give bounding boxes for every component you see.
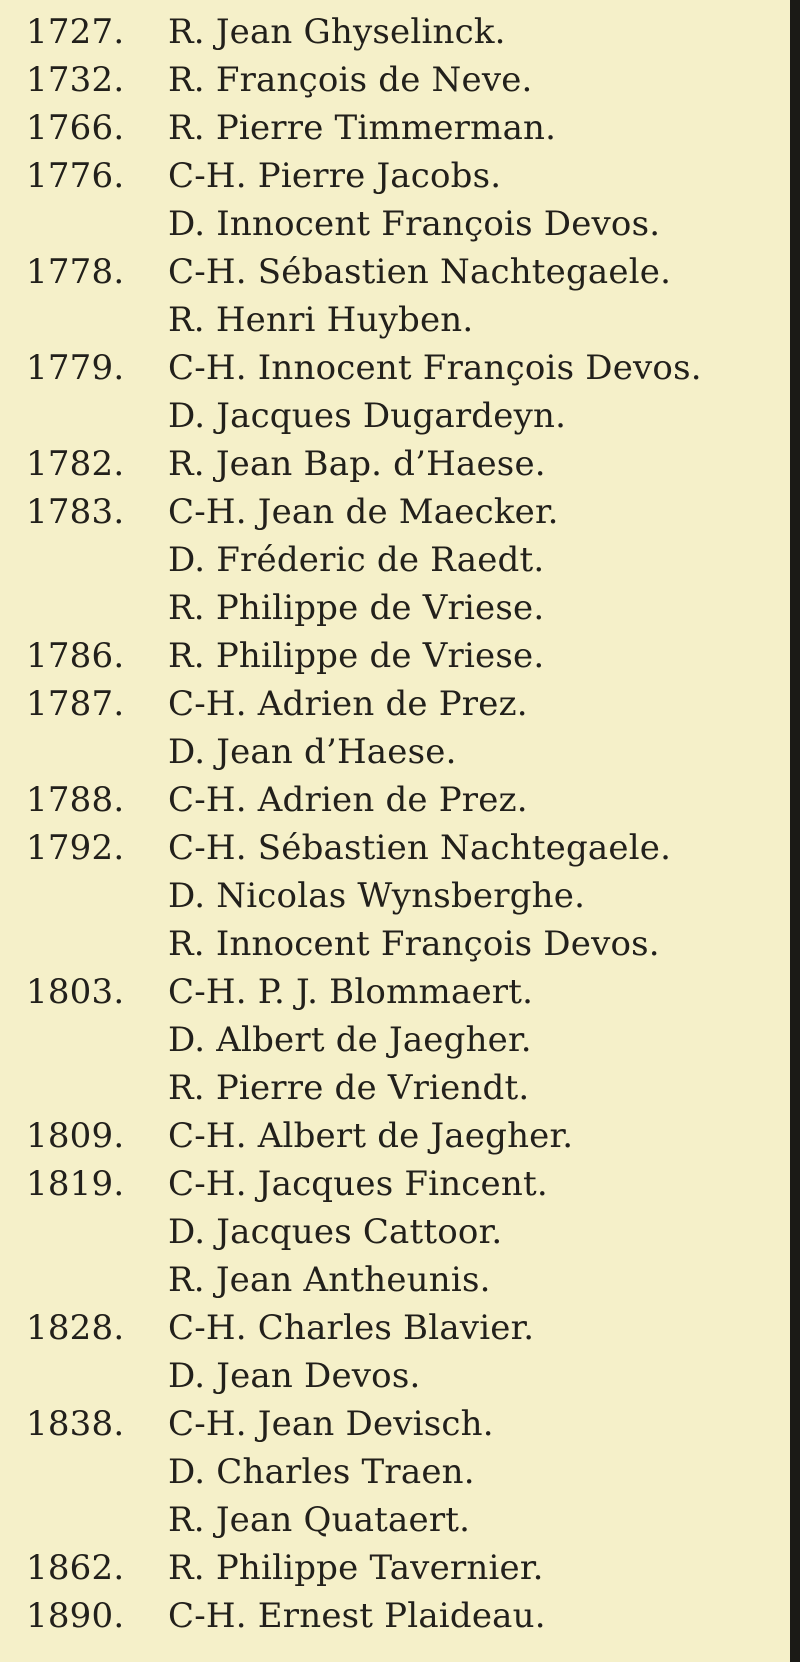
entry-text: R. Jean Bap. d’Haese.: [168, 444, 546, 484]
entry-year: 1862.: [26, 1548, 125, 1588]
entry-text: R. Henri Huyben.: [168, 300, 474, 340]
entry-text: C-H. Charles Blavier.: [168, 1308, 535, 1348]
entry-text: D. Nicolas Wynsberghe.: [168, 876, 586, 916]
list-entry: [0, 488, 790, 536]
list-entry: [0, 296, 790, 344]
entry-year: 1838.: [26, 1404, 125, 1444]
entry-text: D. Innocent François Devos.: [168, 204, 661, 244]
list-entry: [0, 8, 790, 56]
list-entry: [0, 1592, 790, 1640]
entry-text: R. Jean Antheunis.: [168, 1260, 491, 1300]
list-entry: [0, 1304, 790, 1352]
list-entry: [0, 1064, 790, 1112]
entry-year: 1828.: [26, 1308, 125, 1348]
list-entry: [0, 1544, 790, 1592]
entry-year: 1792.: [26, 828, 125, 868]
list-entry: [0, 344, 790, 392]
list-entry: [0, 56, 790, 104]
entry-text: C-H. Jacques Fincent.: [168, 1164, 548, 1204]
list-entry: [0, 1112, 790, 1160]
entry-text: C-H. Innocent François Devos.: [168, 348, 702, 388]
list-entry: [0, 392, 790, 440]
list-entry: [0, 1496, 790, 1544]
entry-text: C-H. Jean Devisch.: [168, 1404, 494, 1444]
entry-text: D. Jacques Cattoor.: [168, 1212, 503, 1252]
entry-year: 1779.: [26, 348, 125, 388]
entry-text: C-H. Sébastien Nachtegaele.: [168, 828, 672, 868]
list-entry: [0, 1400, 790, 1448]
entry-year: 1783.: [26, 492, 125, 532]
list-entry: [0, 1448, 790, 1496]
list-entry: [0, 200, 790, 248]
entry-text: C-H. Albert de Jaegher.: [168, 1116, 574, 1156]
entry-year: 1782.: [26, 444, 125, 484]
entry-text: D. Charles Traen.: [168, 1452, 475, 1492]
list-entry: [0, 248, 790, 296]
list-entry: [0, 1208, 790, 1256]
entry-text: D. Jacques Dugardeyn.: [168, 396, 567, 436]
list-entry: [0, 968, 790, 1016]
list-entry: [0, 1160, 790, 1208]
entry-year: 1776.: [26, 156, 125, 196]
entry-text: C-H. Adrien de Prez.: [168, 780, 528, 820]
entry-year: 1732.: [26, 60, 125, 100]
list-entry: [0, 872, 790, 920]
entry-text: R. Jean Quataert.: [168, 1500, 471, 1540]
entry-text: R. Pierre de Vriendt.: [168, 1068, 530, 1108]
officers-list: [0, 8, 790, 1640]
entry-text: D. Albert de Jaegher.: [168, 1020, 532, 1060]
entry-text: C-H. Adrien de Prez.: [168, 684, 528, 724]
entry-year: 1803.: [26, 972, 125, 1012]
list-entry: [0, 1256, 790, 1304]
entry-year: 1788.: [26, 780, 125, 820]
entry-year: 1727.: [26, 12, 125, 52]
list-entry: [0, 1016, 790, 1064]
list-entry: [0, 440, 790, 488]
entry-text: D. Fréderic de Raedt.: [168, 540, 545, 580]
entry-text: C-H. Sébastien Nachtegaele.: [168, 252, 672, 292]
entry-text: R. Innocent François Devos.: [168, 924, 660, 964]
entry-text: R. Philippe Tavernier.: [168, 1548, 544, 1588]
entry-year: 1766.: [26, 108, 125, 148]
entry-text: R. François de Neve.: [168, 60, 533, 100]
entry-text: R. Philippe de Vriese.: [168, 636, 545, 676]
list-entry: [0, 536, 790, 584]
entry-text: D. Jean Devos.: [168, 1356, 421, 1396]
entry-text: R. Pierre Timmerman.: [168, 108, 557, 148]
list-entry: [0, 920, 790, 968]
entry-text: C-H. Pierre Jacobs.: [168, 156, 502, 196]
entry-text: C-H. Ernest Plaideau.: [168, 1596, 546, 1636]
entry-text: R. Jean Ghyselinck.: [168, 12, 506, 52]
entry-text: C-H. P. J. Blommaert.: [168, 972, 534, 1012]
entry-year: 1890.: [26, 1596, 125, 1636]
entry-year: 1819.: [26, 1164, 125, 1204]
entry-text: D. Jean d’Haese.: [168, 732, 457, 772]
entry-year: 1809.: [26, 1116, 125, 1156]
list-entry: [0, 776, 790, 824]
entry-text: C-H. Jean de Maecker.: [168, 492, 559, 532]
list-entry: [0, 584, 790, 632]
list-entry: [0, 728, 790, 776]
list-entry: [0, 824, 790, 872]
list-entry: [0, 104, 790, 152]
list-entry: [0, 632, 790, 680]
entry-text: R. Philippe de Vriese.: [168, 588, 545, 628]
list-entry: [0, 152, 790, 200]
entry-year: 1778.: [26, 252, 125, 292]
entry-year: 1787.: [26, 684, 125, 724]
entry-year: 1786.: [26, 636, 125, 676]
list-entry: [0, 680, 790, 728]
list-entry: [0, 1352, 790, 1400]
